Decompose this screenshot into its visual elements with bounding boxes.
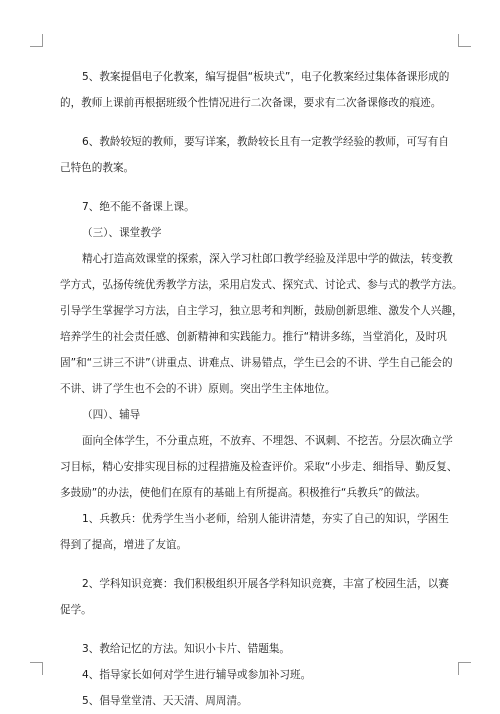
paragraph-line: 精心打造高效课堂的探索，深入学习杜郎口教学经验及洋思中学的做法，转变教	[82, 253, 453, 265]
section-heading: （三）、课堂教学	[82, 227, 162, 239]
paragraph-line: 多鼓励”的办法，使他们在原有的基础上有所提高。积极推行“兵教兵”的做法。	[60, 487, 427, 499]
paragraph-line: 的，教师上课前再根据班级个性情况进行二次备课，要求有二次备课修改的痕迹。	[60, 97, 442, 109]
paragraph-line: 学方式，弘扬传统优秀教学方法，采用启发式、探究式、讨论式、参与式的教学方法。	[60, 279, 463, 291]
paragraph-line: 3、教给记忆的方法。知识小卡片、错题集。	[82, 643, 291, 655]
crop-mark-top-right	[458, 34, 471, 47]
paragraph-line: 5、教案提倡电子化教案，编写提倡“板块式”，电子化教案经过集体备课形成的	[82, 71, 450, 83]
paragraph-line: 5、倡导堂堂清、天天清、周周清。	[82, 695, 248, 707]
paragraph-line: 引导学生掌握学习方法，自主学习，独立思考和判断，鼓励创新思维、激发个人兴趣，	[60, 305, 463, 317]
paragraph-line: 面向全体学生，不分重点班，不放弃、不埋怨、不讽刺、不挖苦。分层次确立学	[82, 435, 453, 447]
paragraph-line: 6、教龄较短的教师，要写详案，教龄较长且有一定教学经验的教师，可写有自	[82, 136, 449, 148]
paragraph-line: 2、学科知识竞赛：我们积极组织开展各学科知识竞赛，丰富了校园生活，以赛	[82, 578, 449, 590]
crop-mark-top-left	[30, 34, 43, 47]
crop-mark-bottom-left	[30, 662, 43, 675]
paragraph-line: 4、指导家长如何对学生进行辅导或参加补习班。	[82, 669, 312, 681]
paragraph-line: 7、绝不能不备课上课。	[82, 201, 195, 213]
paragraph-line: 习目标，精心安排实现目标的过程措施及检查评价。采取“小步走、细指导、勤反复、	[60, 461, 458, 473]
section-heading: （四）、辅导	[82, 409, 141, 421]
document-body	[60, 64, 463, 714]
paragraph-line: 己特色的教案。	[60, 162, 135, 174]
paragraph-line: 固”和“三讲三不讲”（讲重点、讲难点、讲易错点，学生已会的不讲、学生自己能会的	[60, 357, 453, 369]
paragraph-line: 1、兵教兵：优秀学生当小老师，给别人能讲清楚，夯实了自己的知识，学困生	[82, 513, 449, 525]
paragraph-line: 得到了提高，增进了友谊。	[60, 539, 188, 551]
paragraph-line: 培养学生的社会责任感、创新精神和实践能力。推行“精讲多练，当堂消化，及时巩	[60, 331, 447, 343]
crop-mark-bottom-right	[458, 662, 471, 675]
paragraph-line: 促学。	[60, 604, 92, 616]
paragraph-line: 不讲、讲了学生也不会的不讲）原则。突出学生主体地位。	[60, 383, 336, 395]
